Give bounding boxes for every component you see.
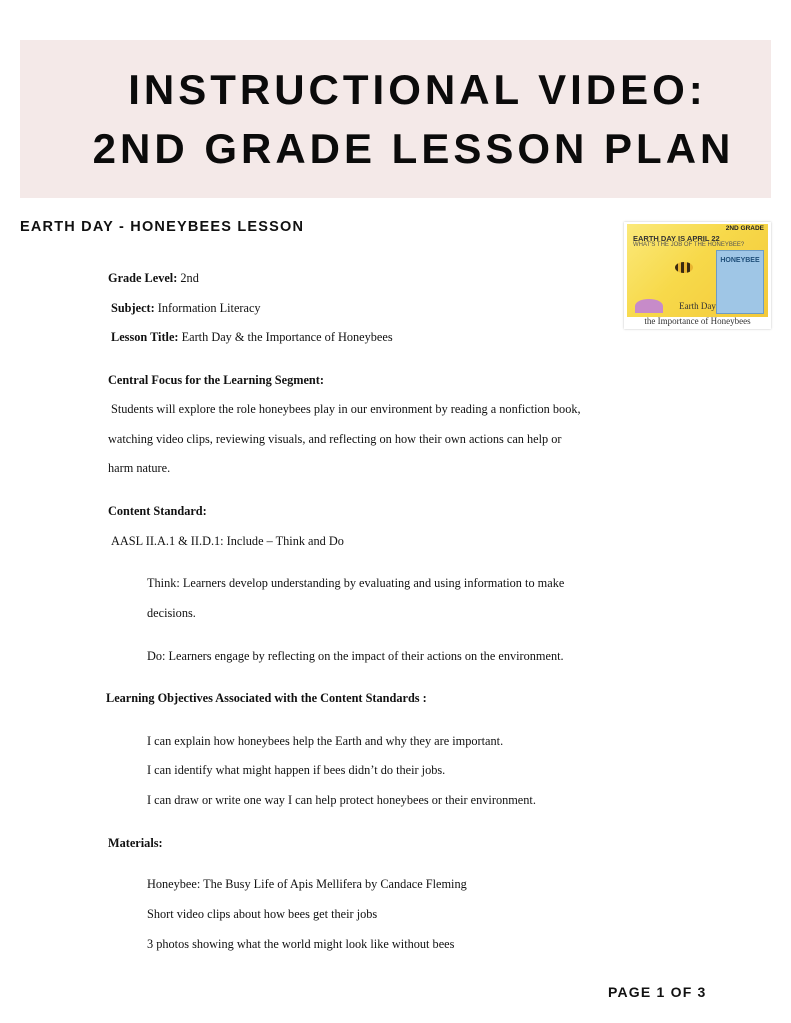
objective-item: I can identify what might happen if bees didn’t do their jobs. [147,763,446,777]
page-number: PAGE 1 OF 3 [608,984,707,1000]
subject-row [111,301,261,316]
thumbnail-grade: 2ND GRADE [725,225,764,232]
central-focus-line: watching video clips, reviewing visuals, and reflecting on how their own actions can help or [108,432,562,446]
objectives-heading [106,691,427,706]
lesson-thumbnail[interactable] [624,222,771,329]
title-line-2: 2ND GRADE LESSON PLAN [92,125,735,172]
grade-level-label: Grade Level: [108,271,178,285]
content-standard-heading-text: Content Standard: [108,504,207,518]
subject-label: Subject: [111,301,155,315]
lesson-title-label: Lesson Title: [111,330,179,344]
lesson-title-row [111,330,393,345]
material-item: Short video clips about how bees get their jobs [147,907,378,921]
thumbnail-title: EARTH DAY IS APRIL 22 [633,234,720,243]
thumbnail-subtitle: WHAT'S THE JOB OF THE HONEYBEE? [633,242,745,248]
material-item: 3 photos showing what the world might look like without bees [147,937,455,951]
content-standard-heading [108,504,207,519]
thumbnail-caption: the Importance of Honeybees [644,316,751,326]
materials-heading-text: Materials: [108,836,163,850]
central-focus-heading [108,373,324,388]
header-banner [20,40,771,198]
title-line-1: INSTRUCTIONAL VIDEO: [128,66,707,113]
content-standard-text: AASL II.A.1 & II.D.1: Include – Think and Do [111,534,344,548]
grade-level-value: 2nd [180,271,199,285]
think-line: decisions. [147,606,196,620]
central-focus-line: Students will explore the role honeybees play in our environment by reading a nonfiction book, [111,402,581,416]
material-item: Honeybee: The Busy Life of Apis Mellifera by Candace Fleming [147,877,467,891]
central-focus-heading-text: Central Focus for the Learning Segment: [108,373,324,387]
thumbnail-earth-day: Earth Day [679,301,716,311]
objectives-heading-text: Learning Objectives Associated with the Content Standards : [106,691,427,705]
do-line: Do: Learners engage by reflecting on the impact of their actions on the environment. [147,649,564,663]
grade-level-row [108,271,199,286]
materials-heading [108,836,163,851]
objective-item: I can draw or write one way I can help protect honeybees or their environment. [147,793,536,807]
central-focus-line: harm nature. [108,461,171,475]
lesson-title-value: Earth Day & the Importance of Honeybees [181,330,393,344]
think-line: Think: Learners develop understanding by evaluating and using information to make [147,576,565,590]
bee-icon [675,262,693,273]
subject-value: Information Literacy [157,301,261,315]
section-heading: EARTH DAY - HONEYBEES LESSON [20,219,305,235]
objective-item: I can explain how honeybees help the Earth and why they are important. [147,734,504,748]
book-cover-title: HONEYBEE [720,257,760,264]
